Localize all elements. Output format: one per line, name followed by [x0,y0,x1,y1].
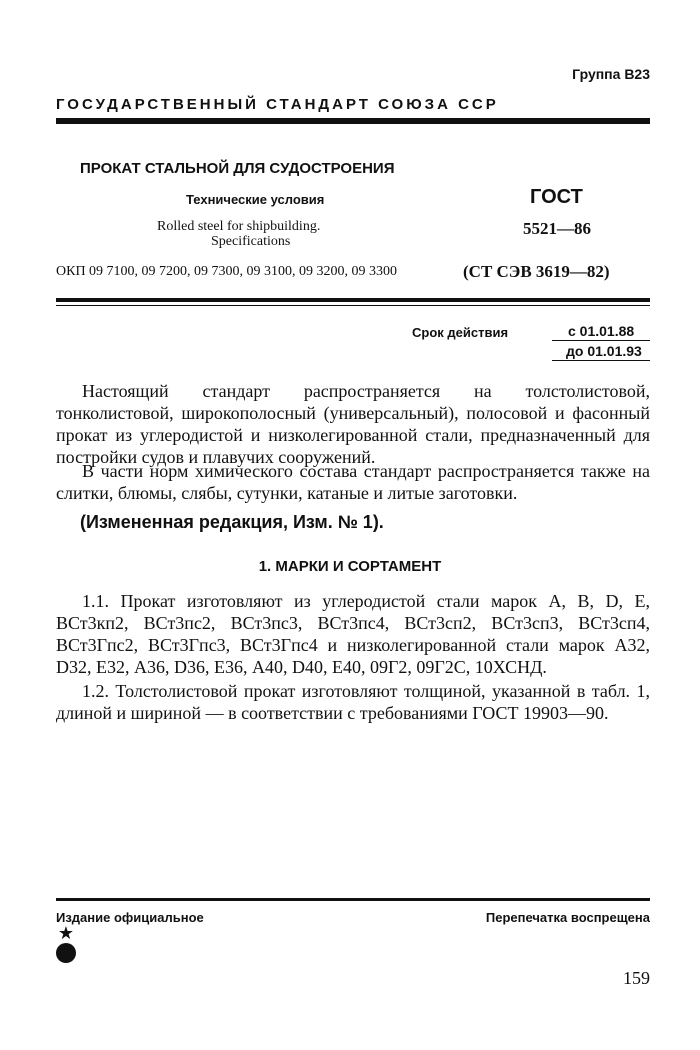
edition-note: (Измененная редакция, Изм. № 1). [80,512,384,532]
document-title: ПРОКАТ СТАЛЬНОЙ ДЛЯ СУДОСТРОЕНИЯ [80,160,395,177]
validity-rule-1 [552,340,650,341]
reprint-prohibited-label: Перепечатка воспрещена [485,910,650,925]
english-title-line1: Rolled steel for shipbuilding. [157,219,321,234]
footer-rule [56,898,650,901]
official-edition-label: Издание официальное [56,910,204,925]
paragraph-1-1-text: 1.1. Прокат изготовляют из углеродистой стали марок А, В, D, Е, ВСт3кп2, ВСт3пс2, ВСт3пс3, ВСт3пс4, ВСт3сп2, ВСт3сп3, ВСт3сп4, ВСт3Гпс2, ВСт3Гпс3, ВСт3Гпс4 и низколегированной стали марок А32, D32, Е32, А36, D36, Е36, А40, D40, Е40, 09Г2, 09Г2С, 10ХСНД. [56,591,650,677]
title-rule-thin [56,305,650,306]
star-icon: ★ [57,923,75,943]
section-1-title: 1. МАРКИ И СОРТАМЕНТ [258,558,442,575]
gost-label: ГОСТ [530,186,583,208]
validity-to: до 01.01.93 [566,343,642,359]
paragraph-1-2-text: 1.2. Толстолистовой прокат изготовляют толщиной, указанной в табл. 1, длиной и шириной — в соответствии с требованиями ГОСТ 19903—90. [56,681,650,723]
paragraph-1-2 [56,680,650,724]
state-standard-heading: ГОСУДАРСТВЕННЫЙ СТАНДАРТ СОЮЗА ССР [56,96,499,113]
validity-from: с 01.01.88 [568,323,635,339]
okp-codes: ОКП 09 7100, 09 7200, 09 7300, 09 3100, 09 3200, 09 3300 [56,264,398,279]
english-title-line2: Specifications [211,234,291,249]
title-rule-thick [56,298,650,302]
header-rule-thick [56,118,650,124]
paragraph-chemistry-text: В части норм химического состава стандарт распространяется также на слитки, блюмы, слябы, сутунки, катаные и литые заготовки. [56,461,650,503]
gost-number: 5521—86 [523,219,591,238]
cmea-reference: (СТ СЭВ 3619—82) [463,262,610,281]
paragraph-chemistry [56,460,650,504]
validity-label: Срок действия [412,325,509,340]
page-number: 159 [623,968,650,988]
validity-rule-2 [552,360,650,361]
paragraph-1-1 [56,590,650,678]
paragraph-scope [56,380,650,468]
paragraph-scope-text: Настоящий стандарт распространяется на толстолистовой, тонколистовой, широкополосный (универсальный), полосовой и фасонный прокат из углеродистой и низколегированной стали, предназначенный для постройки судов и плавучих сооружений. [56,381,650,467]
group-code: Группа В23 [572,66,650,82]
document-subtitle: Технические условия [186,192,325,207]
circle-icon [56,943,76,963]
